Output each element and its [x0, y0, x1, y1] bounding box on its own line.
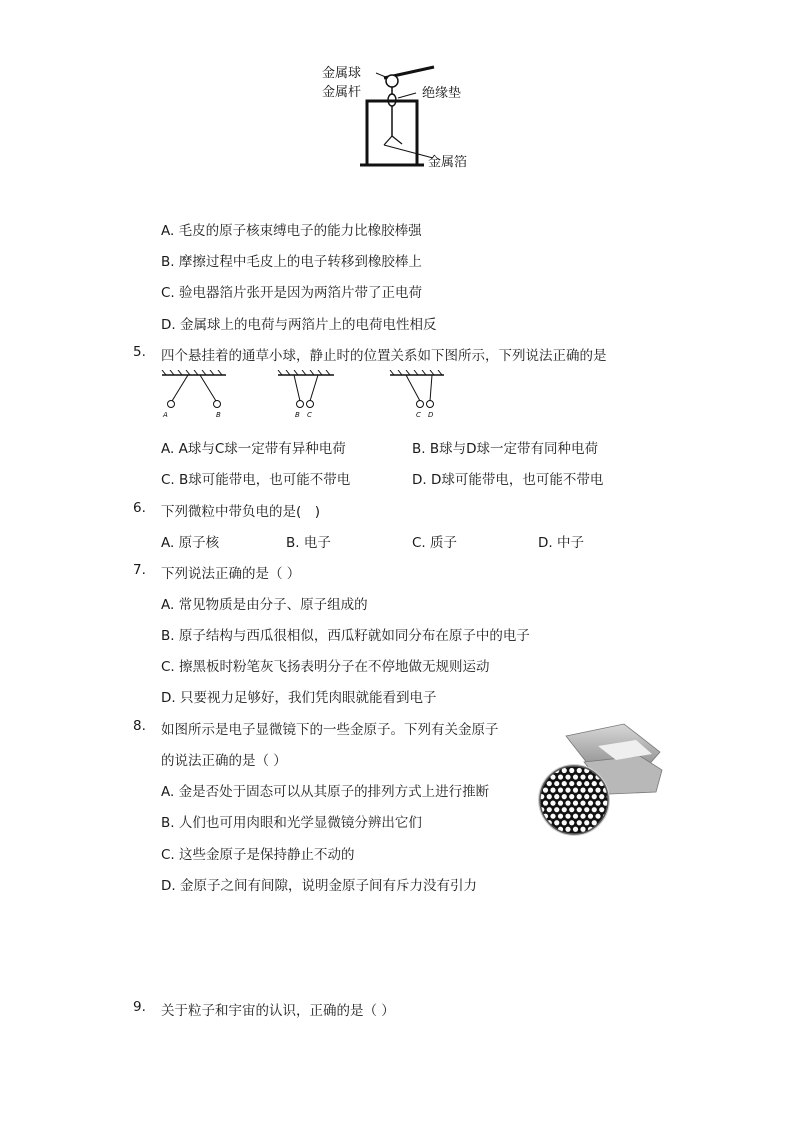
gold-atom-dot	[599, 833, 604, 838]
gold-atom-dot	[573, 814, 578, 819]
gold-atom-dot	[618, 827, 623, 832]
q6-number: 6.	[133, 500, 146, 516]
gold-atom-dot	[610, 827, 615, 832]
gold-atom-dot	[573, 788, 578, 793]
gold-atom-dot	[569, 781, 574, 786]
gold-atom-dot	[622, 820, 627, 825]
q6-stem: 下列微粒中带负电的是( )	[161, 504, 321, 520]
gold-atom-dot	[536, 774, 541, 779]
gold-atom-dot	[536, 814, 541, 819]
gold-atom-dot	[558, 801, 563, 806]
gold-atom-dot	[547, 833, 552, 838]
gold-atom-dot	[562, 794, 567, 799]
q5-label-b2: B	[295, 411, 300, 419]
q5-label-d: D	[428, 411, 434, 419]
q8-option-b: B. 人们也可用肉眼和光学显微镜分辨出它们	[161, 815, 422, 831]
gold-atom-dot	[580, 814, 585, 819]
gold-atom-dot	[565, 827, 570, 832]
gold-atom-dot	[614, 794, 619, 799]
q8-option-a: A. 金是否处于固态可以从其原子的排列方式上进行推断	[161, 784, 490, 800]
gold-atom-dot	[543, 801, 548, 806]
q5-option-b: B. B球与D球一定带有同种电荷	[412, 441, 599, 457]
gold-atom-dot	[580, 801, 585, 806]
gold-atom-dot	[562, 807, 567, 812]
gold-atom-dot	[614, 820, 619, 825]
q6-option-a: A. 原子核	[161, 535, 220, 551]
q5-label-b: B	[216, 411, 221, 419]
gold-atom-dot	[584, 794, 589, 799]
gold-atom-dot	[618, 801, 623, 806]
label-insulator: 绝缘垫	[422, 86, 462, 101]
gold-atom-dot	[610, 801, 615, 806]
gold-atom-dot	[558, 761, 563, 766]
gold-atom-dot	[550, 801, 555, 806]
q4-option-c: C. 验电器箔片张开是因为两箔片带了正电荷	[161, 285, 423, 301]
q7-number: 7.	[133, 562, 146, 578]
gold-atom-dot	[536, 761, 541, 766]
gold-atom-dot	[554, 781, 559, 786]
label-ball: 金属球	[322, 66, 362, 81]
gold-atom-dot	[547, 781, 552, 786]
q8-stem-line2: 的说法正确的是（ ）	[161, 753, 287, 769]
gold-atom-dot	[554, 833, 559, 838]
q6-option-d: D. 中子	[538, 535, 584, 551]
q7-option-b: B. 原子结构与西瓜很相似，西瓜籽就如同分布在原子中的电子	[161, 628, 530, 644]
q5-option-d: D. D球可能带电，也可能不带电	[412, 472, 604, 488]
gold-atom-dot	[543, 788, 548, 793]
q7-option-d: D. 只要视力足够好，我们凭肉眼就能看到电子	[161, 690, 437, 706]
q9-stem: 关于粒子和宇宙的认识，正确的是（ ）	[161, 1003, 395, 1019]
gold-atom-dot	[618, 814, 623, 819]
gold-atom-dot	[539, 820, 544, 825]
gold-atom-dot	[588, 801, 593, 806]
gold-atom-dot	[558, 774, 563, 779]
gold-atom-dot	[550, 761, 555, 766]
gold-atom-dot	[577, 820, 582, 825]
q8-option-c: C. 这些金原子是保持静止不动的	[161, 847, 355, 863]
gold-atoms-figure	[536, 722, 666, 842]
gold-atom-dot	[599, 807, 604, 812]
gold-atom-dot	[554, 820, 559, 825]
q4-option-a: A. 毛皮的原子核束缚电子的能力比橡胶棒强	[161, 223, 422, 239]
gold-atom-dot	[554, 807, 559, 812]
gold-atom-dot	[603, 827, 608, 832]
gold-atom-dot	[577, 807, 582, 812]
gold-atom-dot	[595, 788, 600, 793]
gold-atom-dot	[547, 794, 552, 799]
gold-atom-dot	[622, 807, 627, 812]
gold-atom-dot	[536, 827, 541, 832]
gold-atom-dot	[614, 833, 619, 838]
q5-label-c2: C	[416, 411, 421, 419]
q6-option-c: C. 质子	[412, 535, 458, 551]
gold-atom-dot	[588, 788, 593, 793]
gold-atom-dot	[565, 814, 570, 819]
gold-atom-dot	[569, 807, 574, 812]
q5-label-a: A	[163, 411, 168, 419]
label-foil: 金属箔	[428, 155, 468, 170]
gold-atom-dot	[565, 788, 570, 793]
gold-atom-dot	[580, 774, 585, 779]
gold-atom-dot	[550, 814, 555, 819]
gold-atom-dot	[573, 827, 578, 832]
gold-atom-dot	[550, 788, 555, 793]
q8-number: 8.	[133, 718, 146, 734]
gold-atom-dot	[543, 761, 548, 766]
q5-option-a: A. A球与C球一定带有异种电荷	[161, 441, 346, 457]
q9-number: 9.	[133, 999, 146, 1015]
gold-atom-dot	[577, 781, 582, 786]
gold-atom-dot	[565, 774, 570, 779]
q8-option-d: D. 金原子之间有间隙，说明金原子间有斥力没有引力	[161, 878, 477, 894]
gold-atom-dot	[610, 814, 615, 819]
gold-atom-dot	[584, 807, 589, 812]
gold-atom-dot	[577, 794, 582, 799]
label-rod: 金属杆	[322, 85, 362, 100]
gold-atom-dot	[622, 833, 627, 838]
gold-atom-dot	[547, 807, 552, 812]
gold-atom-dot	[562, 781, 567, 786]
q4-option-b: B. 摩擦过程中毛皮上的电子转移到橡胶棒上	[161, 254, 422, 270]
gold-atom-dot	[554, 794, 559, 799]
q5-label-c: C	[307, 411, 312, 419]
gold-atom-dot	[539, 768, 544, 773]
gold-atom-dot	[607, 820, 612, 825]
q6-option-b: B. 电子	[286, 535, 331, 551]
gold-atom-dot	[577, 768, 582, 773]
gold-atom-dot	[584, 781, 589, 786]
gold-atom-dot	[565, 801, 570, 806]
q5-balls-figure	[158, 370, 448, 426]
q7-stem: 下列说法正确的是（ ）	[161, 566, 301, 582]
gold-atom-dot	[543, 827, 548, 832]
q5-stem: 四个悬挂着的通草小球，静止时的位置关系如下图所示，下列说法正确的是	[161, 348, 607, 364]
gold-atom-dot	[580, 827, 585, 832]
gold-atom-dot	[558, 788, 563, 793]
gold-atom-dot	[592, 794, 597, 799]
gold-atom-dot	[592, 781, 597, 786]
gold-atom-dot	[569, 820, 574, 825]
q8-stem-line1: 如图所示是电子显微镜下的一些金原子。下列有关金原子	[161, 722, 499, 738]
gold-atom-dot	[539, 833, 544, 838]
gold-atom-dot	[573, 774, 578, 779]
gold-atom-dot	[592, 820, 597, 825]
q4-option-d: D. 金属球上的电荷与两箔片上的电荷电性相反	[161, 317, 437, 333]
gold-atom-dot	[599, 794, 604, 799]
gold-atom-dot	[622, 794, 627, 799]
gold-atom-dot	[569, 794, 574, 799]
gold-atom-dot	[569, 768, 574, 773]
gold-atom-dot	[580, 788, 585, 793]
q5-number: 5.	[133, 344, 146, 360]
gold-atom-dot	[592, 807, 597, 812]
q5-option-c: C. B球可能带电，也可能不带电	[161, 472, 351, 488]
electroscope-figure	[318, 58, 478, 176]
q7-option-c: C. 擦黑板时粉笔灰飞扬表明分子在不停地做无规则运动	[161, 659, 490, 675]
gold-atom-dot	[614, 807, 619, 812]
gold-atom-dot	[573, 801, 578, 806]
q7-option-a: A. 常见物质是由分子、原子组成的	[161, 597, 368, 613]
gold-atom-dot	[562, 820, 567, 825]
gold-atom-dot	[588, 814, 593, 819]
gold-atom-dot	[595, 801, 600, 806]
gold-atom-dot	[584, 820, 589, 825]
gold-atom-dot	[592, 833, 597, 838]
gold-atom-dot	[588, 774, 593, 779]
gold-atom-dot	[607, 833, 612, 838]
gold-atom-dot	[595, 814, 600, 819]
gold-atom-dot	[558, 814, 563, 819]
